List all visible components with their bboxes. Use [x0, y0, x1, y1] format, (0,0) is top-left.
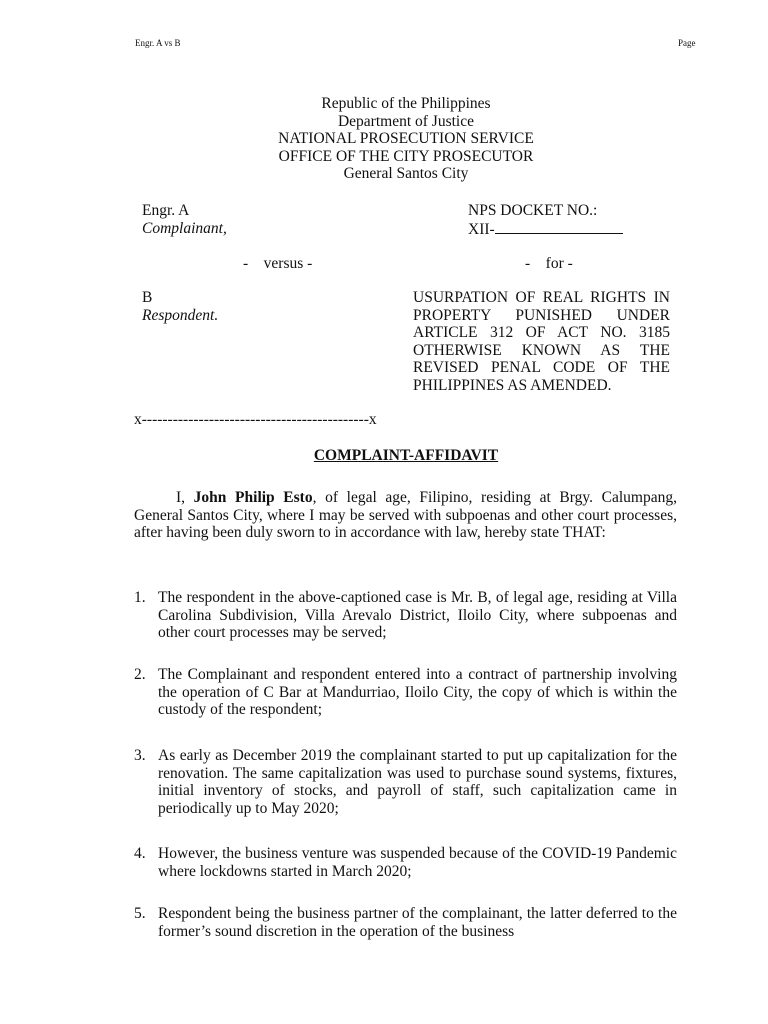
list-item: 5. Respondent being the business partner of the complainant, the latter deferred to the former’s sound discretion in the operation of the business: [134, 905, 677, 940]
heading-nps: NATIONAL PROSECUTION SERVICE: [278, 130, 534, 147]
versus-label: - versus -: [243, 255, 313, 272]
docket-number-blank: [495, 220, 623, 234]
complainant-name: Engr. A: [142, 202, 190, 219]
for-label: - for -: [525, 255, 573, 272]
caption-separator: x--------------------------------------------x: [134, 411, 377, 428]
complainant-block: [142, 202, 227, 237]
document-title: COMPLAINT-AFFIDAVIT: [313, 447, 499, 464]
heading-office: OFFICE OF THE CITY PROSECUTOR: [278, 147, 534, 165]
respondent-name: B: [142, 289, 153, 306]
list-item: 2. The Complainant and respondent entered into a contract of partnership involving the operation of C Bar at Mandurriao, Iloilo City, the copy of which is within the custody of the respondent;: [134, 666, 677, 718]
list-item: 1. The respondent in the above-captioned case is Mr. B, of legal age, residing at Villa Carolina Subdivision, Villa Arevalo District, Iloilo City, where subpoenas and other court processes may be served;: [134, 589, 677, 641]
heading-city: General Santos City: [343, 165, 469, 182]
list-item: 3. As early as December 2019 the complainant started to put up capitalization for the renovation. The same capitalization was used to purchase sound systems, fixtures, initial inventory of stocks, and payroll of staff, such capitalization came in periodically up to May 2020;: [134, 747, 677, 817]
docket-block: [468, 202, 623, 238]
heading-republic: Republic of the Philippines: [321, 95, 491, 112]
respondent-block: [142, 289, 218, 324]
heading-department: Department of Justice: [337, 112, 474, 130]
running-header-page: Page: [678, 38, 696, 48]
offense-description: USURPATION OF REAL RIGHTS IN PROPERTY PUNISHED UNDER ARTICLE 312 OF ACT NO. 3185 OTHERWISE KNOWN AS THE REVISED PENAL CODE OF THE PHILIPPINES AS AMENDED.: [413, 289, 670, 394]
complainant-role: Complainant,: [142, 219, 227, 237]
docket-prefix: XII-: [468, 220, 495, 238]
affiant-name: John Philip Esto: [193, 489, 313, 506]
office-heading: [0, 95, 768, 183]
list-item: 4. However, the business venture was suspended because of the COVID-19 Pandemic where lockdowns started in March 2020;: [134, 845, 677, 880]
respondent-role: Respondent.: [142, 306, 219, 324]
running-header-case: Engr. A vs B: [135, 38, 181, 48]
intro-paragraph: I, John Philip Esto, of legal age, Filipino, residing at Brgy. Calumpang, General Santos City, where I may be served with subpoenas and other court processes, after having been duly sworn to in accordance with law, hereby state THAT:: [134, 489, 677, 541]
docket-label: NPS DOCKET NO.:: [468, 202, 598, 219]
